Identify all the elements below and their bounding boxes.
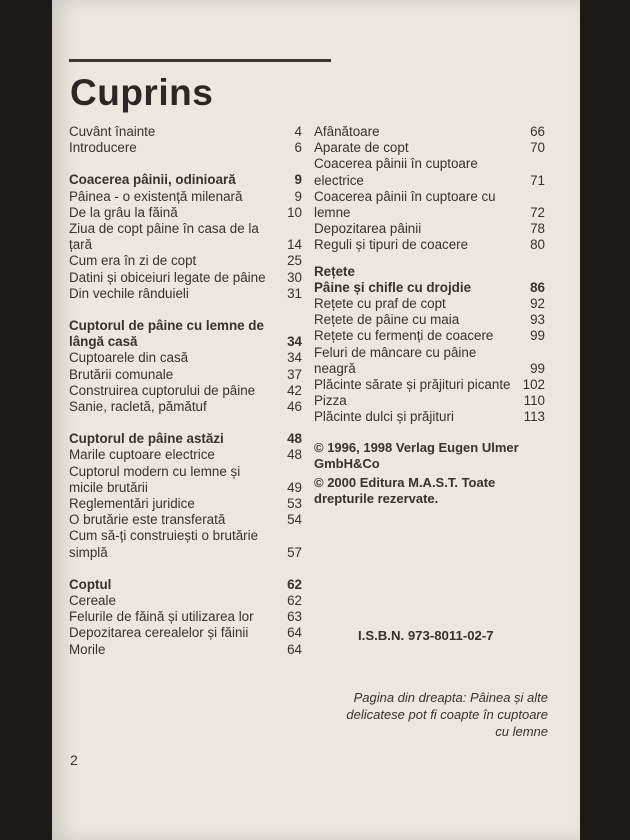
toc-page-number: 71 — [530, 172, 545, 188]
toc-entry-title: Ziua de copt pâine în casa de la țară — [69, 221, 259, 253]
toc-page-number: 10 — [287, 204, 302, 220]
toc-entry-title: Cum era în zi de copt — [69, 253, 197, 269]
toc-page-number: 54 — [287, 512, 302, 528]
toc-entry — [314, 296, 545, 312]
toc-page-number: 62 — [287, 576, 302, 592]
toc-entry-title: Afânătoare — [314, 124, 380, 139]
toc-entry — [69, 447, 302, 463]
toc-entry — [69, 124, 302, 140]
toc-page-number: 30 — [287, 269, 302, 285]
toc-page-number: 9 — [294, 188, 302, 204]
toc-page-number: 9 — [294, 172, 302, 188]
toc-page-number: 93 — [530, 312, 545, 328]
toc-entry-title: Feluri de mâncare cu pâine neagră — [314, 344, 477, 376]
toc-entry-title: Cuptorul de pâine cu lemne de lângă casă — [69, 318, 264, 350]
toc-entry — [69, 593, 302, 609]
title-rule — [69, 59, 331, 62]
toc-entry-title: Depozitarea pâinii — [314, 221, 422, 237]
toc-right-entries — [314, 124, 545, 254]
toc-entry-title: De la grâu la făină — [69, 204, 178, 220]
toc-page-number: 92 — [530, 296, 545, 312]
toc-entry-title: Rețete de pâine cu maia — [314, 312, 460, 328]
toc-entry-title: Plăcinte dulci și prăjituri — [314, 409, 454, 425]
toc-entry — [314, 312, 545, 328]
toc-entry-title: Pizza — [314, 393, 347, 409]
toc-right-column — [314, 124, 545, 510]
toc-entry — [314, 328, 545, 344]
toc-page-number: 49 — [287, 479, 302, 495]
photo-caption: Pagina din dreapta: Pâinea și alte delicatese pot fi coapte în cuptoare cu lemne — [346, 690, 548, 739]
toc-page-number: 78 — [530, 221, 545, 237]
toc-page-number: 42 — [287, 382, 302, 398]
toc-entry-title: Aparate de copt — [314, 140, 409, 156]
toc-section-heading — [314, 280, 545, 296]
toc-section-heading — [69, 318, 302, 350]
toc-entry — [314, 221, 545, 237]
toc-page-number: 113 — [523, 409, 545, 425]
isbn: I.S.B.N. 973-8011-02-7 — [358, 628, 494, 643]
toc-entry — [69, 399, 302, 415]
toc-entry-title: Depozitarea cerealelor și făinii — [69, 625, 249, 641]
toc-entry — [314, 156, 545, 188]
toc-page-number: 64 — [287, 641, 302, 657]
toc-entry — [69, 140, 302, 156]
toc-entry — [314, 237, 545, 253]
toc-entry — [69, 609, 302, 625]
toc-page-number: 86 — [530, 279, 545, 295]
toc-entry — [314, 393, 545, 409]
toc-entry — [314, 189, 545, 221]
toc-entry — [69, 464, 302, 496]
toc-entry — [314, 124, 545, 140]
toc-section-heading — [69, 431, 302, 447]
toc-entry — [69, 270, 302, 286]
toc-entry — [69, 367, 302, 383]
toc-entry-title: Morile — [69, 641, 106, 657]
copyright-block — [314, 440, 545, 508]
toc-entry — [314, 140, 545, 156]
recipes-list — [314, 280, 545, 426]
toc-entry-title: Coacerea pâinii în cuptoare electrice — [314, 156, 478, 188]
toc-entry-title: Din vechile rânduieli — [69, 285, 189, 301]
toc-entry — [69, 383, 302, 399]
toc-page-number: 64 — [287, 625, 302, 641]
toc-page-number: 48 — [287, 431, 302, 447]
toc-entry — [69, 189, 302, 205]
toc-entry-title: Plăcinte sărate și prăjituri picante — [314, 377, 511, 393]
toc-entry — [69, 221, 302, 253]
toc-entry — [69, 496, 302, 512]
toc-entry-title: Coacerea pâinii în cuptoare cu lemne — [314, 188, 496, 221]
toc-left-column — [69, 124, 302, 658]
toc-entry-title: Cuvânt înainte — [69, 124, 156, 139]
toc-page-number: 70 — [530, 140, 545, 156]
toc-entry-title: Cuptorul de pâine astăzi — [69, 431, 224, 447]
toc-entry — [69, 253, 302, 269]
toc-entry-title: Pâine și chifle cu drojdie — [314, 279, 472, 295]
toc-entry-title: Cuptorul modern cu lemne și micile brutării — [69, 463, 241, 495]
toc-entry-title: Cum să-ți construiești o brutărie simplă — [69, 528, 259, 560]
toc-page-number: 48 — [287, 447, 302, 463]
toc-page-number: 99 — [530, 360, 545, 376]
toc-page-number: 102 — [522, 377, 545, 393]
toc-entry-title: Reglementări juridice — [69, 496, 195, 512]
toc-page-number: 37 — [287, 366, 302, 382]
toc-page-number: 72 — [530, 205, 545, 221]
toc-entry-title: Felurile de făină și utilizarea lor — [69, 609, 254, 625]
toc-entry — [314, 377, 545, 393]
toc-page-number: 62 — [287, 593, 302, 609]
toc-entry-title: Coptul — [69, 576, 112, 592]
page-title: Cuprins — [70, 72, 214, 113]
toc-entry-title: Cuptoarele din casă — [69, 350, 189, 366]
copyright-line: © 2000 Editura M.A.S.T. Toate drepturile rezervate. — [314, 474, 496, 507]
toc-entry — [69, 528, 302, 560]
toc-entry-title: Marile cuptoare electrice — [69, 447, 215, 463]
toc-section-heading — [69, 172, 302, 188]
toc-page-number: 99 — [530, 328, 545, 344]
recipes-heading: Rețete — [314, 263, 355, 279]
copyright-line: © 1996, 1998 Verlag Eugen Ulmer GmbH&Co — [314, 439, 519, 472]
toc-page-number: 66 — [530, 124, 545, 139]
toc-entry — [69, 205, 302, 221]
toc-page-number: 14 — [287, 237, 302, 253]
toc-section-heading — [69, 577, 302, 593]
toc-page-number: 46 — [287, 399, 302, 415]
toc-page-number: 25 — [287, 253, 302, 269]
toc-entry-title: Reguli și tipuri de coacere — [314, 237, 469, 253]
toc-entry — [69, 350, 302, 366]
toc-entry-title: Introducere — [69, 140, 137, 156]
toc-page-number: 57 — [287, 544, 302, 560]
toc-entry-title: Sanie, racletă, pămătuf — [69, 399, 207, 415]
toc-entry — [69, 625, 302, 641]
toc-page-number: 80 — [530, 237, 545, 253]
toc-page-number: 110 — [523, 393, 545, 409]
toc-entry — [314, 409, 545, 425]
toc-page-number: 53 — [287, 496, 302, 512]
page-number: 2 — [70, 752, 78, 768]
toc-entry-title: Construirea cuptorului de pâine — [69, 382, 256, 398]
toc-entry-title: Cereale — [69, 593, 116, 609]
toc-page-number: 34 — [287, 350, 302, 366]
toc-entry — [69, 642, 302, 658]
toc-page-number: 4 — [294, 124, 302, 139]
toc-entry — [69, 512, 302, 528]
toc-page-number: 63 — [287, 609, 302, 625]
toc-entry-title: Datini și obiceiuri legate de pâine — [69, 269, 266, 285]
toc-entry-title: Rețete cu praf de copt — [314, 296, 446, 312]
toc-page-number: 34 — [287, 334, 302, 350]
toc-entry — [69, 286, 302, 302]
toc-entry — [314, 345, 545, 377]
toc-entry-title: Rețete cu fermenți de coacere — [314, 328, 494, 344]
toc-entry-title: O brutărie este transferată — [69, 512, 226, 528]
toc-entry-title: Brutării comunale — [69, 366, 174, 382]
toc-page-number: 31 — [287, 285, 302, 301]
toc-entry-title: Pâinea - o existență milenară — [69, 188, 243, 204]
toc-entry-title: Coacerea pâinii, odinioară — [69, 172, 236, 188]
toc-page-number: 6 — [294, 140, 302, 156]
